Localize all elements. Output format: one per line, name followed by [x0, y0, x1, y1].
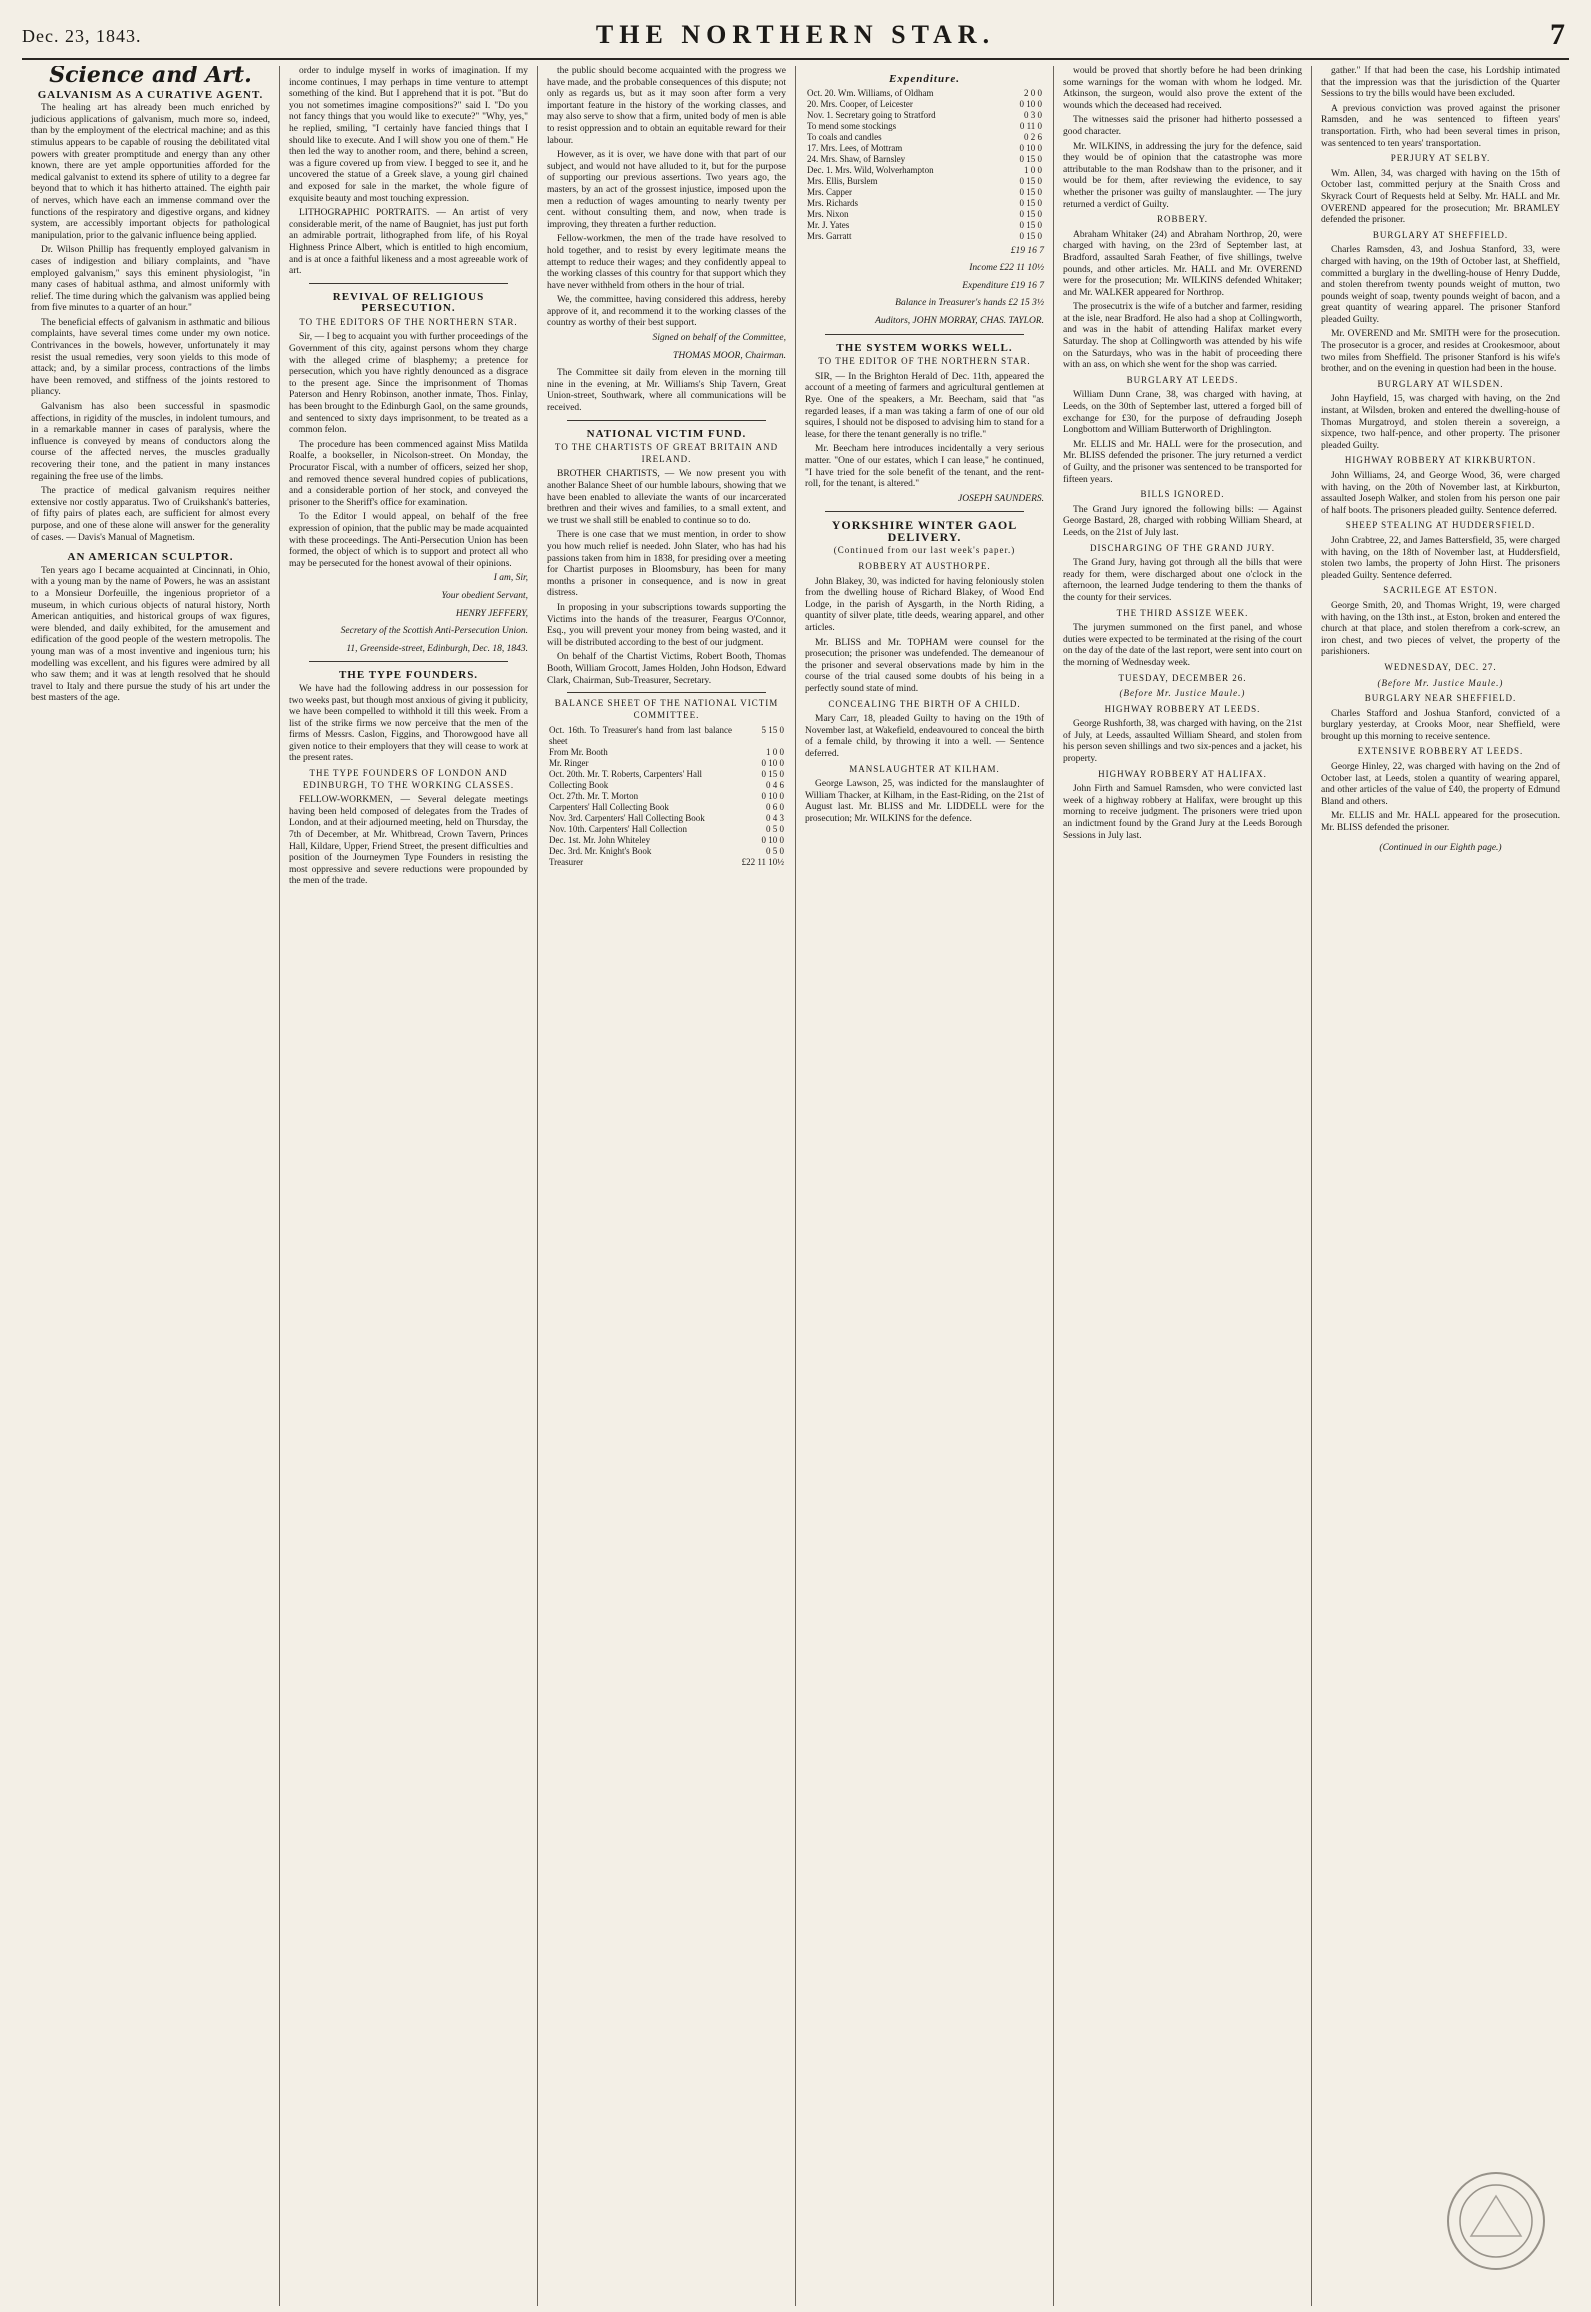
- account-row: [805, 209, 1044, 220]
- article-heading: YORKSHIRE WINTER GAOL DELIVERY.: [831, 518, 1018, 544]
- account-row: [805, 99, 1044, 110]
- column-2: [280, 66, 538, 2306]
- masthead: [22, 18, 1569, 60]
- article-subheading: TO THE EDITOR OF THE NORTHERN STAR.: [818, 356, 1031, 367]
- signature-line: Your obedient Servant,: [441, 590, 528, 601]
- account-row: [547, 758, 786, 769]
- account-amount: £22 11 10½: [741, 857, 784, 868]
- case-heading: CONCEALING THE BIRTH OF A CHILD.: [828, 698, 1021, 709]
- case-heading: SACRILEGE AT ESTON.: [1383, 585, 1498, 596]
- signature-line: Signed on behalf of the Committee,: [652, 333, 786, 344]
- case-heading: ROBBERY AT AUSTHORPE.: [858, 561, 991, 572]
- account-label: Mrs. Ellis, Burslem: [807, 175, 878, 186]
- paragraph: Mr. Beecham here introduces incidentally a very serious matter. "One of our estates, which I can lease," he continued, "I have tried for the sole benefit of the tenant, and the rent-roll, for the tenant, is altered.": [805, 444, 1044, 490]
- paragraph: George Lawson, 25, was indicted for the manslaughter of William Thacker, at Kilham, in the East-Riding, on the 21st of August last. Mr. BLISS and Mr. LIDDELL were for the prosecution; Mr. WILKINS for the defence.: [805, 779, 1044, 824]
- account-label: 20. Mrs. Cooper, of Leicester: [807, 98, 913, 109]
- account-label: Oct. 20. Wm. Williams, of Oldham: [807, 87, 934, 98]
- paragraph: We have had the following address in our possession for two weeks past, but though most anxious of giving it publicity, we have been compelled to withhold it till this week. From a list of the strike firms we now perceive that the men of the firms of Messrs. Caslon, Figgins, and Thorowgood have all given notice to their employers that they will cease to work at the present rates.: [289, 683, 528, 764]
- paragraph: order to indulge myself in works of imagination. If my income continues, I may perhaps in time venture to attempt something of the kind. But I apprehend that it is pot. "But do you not sometimes imagine compositions?" said I. "Do you not fancy things that you would like to execute?" "Why, yes," he replied, smiling, "I certainly have fancied things that I should like to execute. And I will show you one of them." He then led the way to another room, and there, behind a screen, was a figure covered up from view. I begged to see it, and he uncovered the statue of a Greek slave, a young girl chained and exposed for sale in the market, the whole figure of exquisite beauty and most touching expression.: [289, 66, 528, 204]
- account-amount: 0 10 0: [761, 835, 784, 846]
- paragraph: George Smith, 20, and Thomas Wright, 19, were charged with having, on the 13th inst., at Eston, broken and entered the church at that place, and stolen therefrom a cork-screw, an iron chest, and two pieces of velvet, the property of the parishioners.: [1321, 600, 1560, 658]
- account-label: Nov. 3rd. Carpenters' Hall Collecting Book: [549, 813, 705, 824]
- paragraph: The beneficial effects of galvanism in asthmatic and bilious complaints, have several times come under my own notice. Contrivances in the bowels, however, unfortunately it may resist the usual remedies, very soon yields to this mode of attack; and, by a similar process, contractions of the limbs have been removed, and stiffness of the joints restored to pliancy.: [31, 317, 270, 398]
- account-row: [547, 780, 786, 791]
- account-row: [805, 143, 1044, 154]
- article-heading: BALANCE SHEET OF THE NATIONAL VICTIM COMMITTEE.: [554, 698, 779, 720]
- account-row: [805, 88, 1044, 99]
- account-amount: 0 3 0: [1024, 109, 1042, 120]
- divider: [825, 511, 1024, 512]
- paragraph: John Hayfield, 15, was charged with having, on the 2nd instant, at Wilsden, broken and entered the dwelling-house of Thomas Murgatroyd, and stolen therein a sovereign, a sixpence, two half-pence, and other property. The prisoner pleaded Guilty.: [1321, 394, 1560, 451]
- case-heading: THE THIRD ASSIZE WEEK.: [1116, 607, 1249, 618]
- column-6: [1312, 66, 1569, 2306]
- account-label: To coals and candles: [807, 131, 882, 142]
- paragraph: We, the committee, having considered this address, hereby approve of it, and recommend it to the working classes of the country as worthy of their best support.: [547, 295, 786, 329]
- account-label: Nov. 1. Secretary going to Stratford: [807, 109, 936, 120]
- account-label: 17. Mrs. Lees, of Mottram: [807, 142, 903, 153]
- paragraph: Charles Ramsden, 43, and Joshua Stanford, 33, were charged with having, on the 19th of October last, at Sheffield, committed a burglary in the dwelling-house of Henry Dudde, and stolen therefrom twenty pounds weight of mutton, two pounds weight of soap, twenty pounds weight of bacon, and a great quantity of wearing apparel. The prisoner Stanford pleaded Guilty.: [1321, 245, 1560, 325]
- account-amount: 0 15 0: [1019, 186, 1042, 197]
- account-amount: 0 6 0: [766, 802, 784, 813]
- paragraph: Mr. ELLIS and Mr. HALL were for the prosecution, and Mr. BLISS defended the prisoner. The jury returned a verdict of Guilty, and the prisoner was sentenced to be transported for fifteen years.: [1063, 439, 1302, 485]
- account-amount: 0 15 0: [1019, 197, 1042, 208]
- paragraph: Dr. Wilson Phillip has frequently employed galvanism in cases of indigestion and biliary complaints, and "have employed galvanism," says this eminent physiologist, "in many cases of habitual asthma, and almost uniformly with relief. The time during which the galvanism was applied being from five minutes to a quarter of an hour.": [31, 245, 270, 314]
- account-label: Dec. 1. Mrs. Wild, Wolverhampton: [807, 164, 934, 175]
- column-3: [538, 66, 796, 2306]
- paragraph: Mr. OVEREND and Mr. SMITH were for the prosecution. The prosecutor is a grocer, and resides at Crookesmoor, about two miles from Sheffield. The prisoner Stanford is his wife's brother, and on the evening in question had been in the house.: [1321, 329, 1560, 375]
- paragraph: The practice of medical galvanism requires neither extensive nor costly apparatus. Two of Cruikshank's batteries, of fifty pairs of plates each, are sufficient for almost every purpose, and one of these alone will answer for the generality of cases. — Davis's Manual of Magnetism.: [31, 486, 270, 543]
- paragraph: Mary Carr, 18, pleaded Guilty to having on the 19th of November last, at Wakefield, endeavoured to conceal the birth of a female child, by throwing it into a well. — Sentence deferred.: [805, 714, 1044, 759]
- paragraph: the public should become acquainted with the progress we have made, and the probable consequences of this dispute; not only as regards us, but as it may soon after form a very important feature in the history of the working classes, and may also serve to show that a firm, united body of men is able to resist oppression and to obtain an equitable reward for their labour.: [547, 66, 786, 146]
- column-5: [1054, 66, 1312, 2306]
- account-row: [547, 802, 786, 813]
- signature-line: I am, Sir,: [493, 573, 528, 584]
- paragraph: Charles Stafford and Joshua Stanford, convicted of a burglary yesterday, at Crooks Moor, near Sheffield, were brought up this morning to receive sentence.: [1321, 708, 1560, 742]
- day-heading: TUESDAY, DECEMBER 26.: [1118, 672, 1247, 683]
- case-heading: HIGHWAY ROBBERY AT HALIFAX.: [1098, 768, 1267, 779]
- account-label: From Mr. Booth: [549, 747, 608, 758]
- article-subheading: THE TYPE FOUNDERS OF LONDON AND EDINBURGH, TO THE WORKING CLASSES.: [302, 768, 515, 790]
- account-row: [805, 187, 1044, 198]
- paragraph: The Grand Jury, having got through all the bills that were ready for them, were discharged about one o'clock in the afternoon, the learned Judge tendering to them the thanks of the county for their services.: [1063, 558, 1302, 603]
- section-title: Science and Art.: [49, 66, 252, 88]
- issue-date: Dec. 23, 1843.: [22, 26, 142, 46]
- account-label: Dec. 3rd. Mr. Knight's Book: [549, 846, 652, 857]
- account-label: Mr. J. Yates: [807, 219, 850, 230]
- account-amount: 0 10 0: [761, 758, 784, 769]
- paragraph: SIR, — In the Brighton Herald of Dec. 11th, appeared the account of a meeting of farmers and agricultural gentlemen at Rye. One of the speakers, a Mr. Beecham, said that "as regarded leases, if a man was taking a farm of one of our old squires, I should not be disposed to advising him to stand for a lease, for there the tenant generally is no trifle.": [805, 371, 1044, 440]
- day-heading: WEDNESDAY, DEC. 27.: [1384, 661, 1497, 672]
- account-amount: 0 10 0: [761, 791, 784, 802]
- account-label: Oct. 16th. To Treasurer's hand from last balance sheet: [549, 725, 732, 747]
- paragraph: Wm. Allen, 34, was charged with having on the 15th of October last, committed perjury at the Snaith Cross and Skyrack Court of Requests held at Selby. Mr. HALL and Mr. OVEREND appeared for the prosecution; Mr. BRAMLEY defended the prisoner.: [1321, 168, 1560, 226]
- case-heading: HIGHWAY ROBBERY AT KIRKBURTON.: [1344, 455, 1537, 466]
- paragraph: gather." If that had been the case, his Lordship intimated that the impression was that the jurisdiction of the Quarter Sessions to try the bills would have been excluded.: [1321, 66, 1560, 100]
- article-heading: GALVANISM AS A CURATIVE AGENT.: [37, 88, 264, 101]
- signature-block: On behalf of the Chartist Victims, Robert Booth, Thomas Booth, William Grocott, James Holden, John Hodson, Edward Clark, Chairman, Sub-Treasurer, Secretary.: [547, 652, 786, 686]
- account-row: [547, 747, 786, 758]
- account-row: [547, 835, 786, 846]
- paragraph: The jurymen summoned on the first panel, and whose duties were expected to be terminated at the rising of the court on the day of the date of the last report, were sent into court on the morning of Wednesday week.: [1063, 623, 1302, 668]
- article-heading: NATIONAL VICTIM FUND.: [586, 427, 747, 440]
- divider: [309, 283, 508, 284]
- paragraph: The healing art has already been much enriched by judicious applications of galvanism, much more so, indeed, than by the employment of the electrical machine; and as this stimulus appears to be capable of rousing the debilitated vital powers with greater promptitude and energy than any other known, there are yet ample opportunities afforded for the medical galvanist to extend its sphere of utility to a degree far beyond that to which it has hitherto attained. The eighth pair of nerves, which have each an immense command over the functions of the respiratory and digestive organs, and kidney system, are accessibly important objects for pathological manipulation, prior to the galvanic influence being applied.: [31, 103, 270, 241]
- account-label: To mend some stockings: [807, 120, 897, 131]
- case-heading: BURGLARY AT WILSDEN.: [1377, 378, 1504, 389]
- library-stamp-icon: [1441, 2166, 1551, 2276]
- article-heading: REVIVAL OF RELIGIOUS PERSECUTION.: [332, 290, 485, 315]
- case-heading: HIGHWAY ROBBERY AT LEEDS.: [1104, 703, 1261, 714]
- account-row: [805, 165, 1044, 176]
- paragraph: Fellow-workmen, the men of the trade have resolved to hold together, and to resist by every legitimate means the attempt to reduce their wages; and they confidently appeal to the working classes of this country for that support which they have never withheld from others in the hour of trial.: [547, 234, 786, 291]
- paragraph: There is one case that we must mention, in order to show you how much relief is needed. John Slater, who has had his passions taken from him in 1838, for presiding over a meeting for Chartist purposes in Bloomsbury, has been for many months a prisoner in consequence, and is now in great distress.: [547, 530, 786, 599]
- page-number: 7: [1550, 18, 1565, 51]
- account-row: [805, 220, 1044, 231]
- article-subheading: TO THE CHARTISTS OF GREAT BRITAIN AND IRELAND.: [554, 442, 779, 464]
- income-line: Income £22 11 10½: [969, 263, 1044, 274]
- account-row: [547, 791, 786, 802]
- signature-name: THOMAS MOOR, Chairman.: [673, 350, 786, 361]
- paragraph: Abraham Whitaker (24) and Abraham Northrop, 20, were charged with having, on the 23rd of September last, at Bradford, assaulted Sarah Feather, of five shillings, twelve pounds, and other articles. Mr. HALL and Mr. OVEREND were for the prosecution; Mr. WILKINS defended Whitaker; and Mr. WALKER appeared for Northrop.: [1063, 229, 1302, 298]
- case-heading: MANSLAUGHTER AT KILHAM.: [849, 763, 1000, 774]
- account-amount: 1 0 0: [1024, 164, 1042, 175]
- account-label: Mrs. Nixon: [807, 208, 849, 219]
- account-label: Carpenters' Hall Collecting Book: [549, 802, 669, 813]
- account-amount: 0 15 0: [1019, 153, 1042, 164]
- paragraph: Ten years ago I became acquainted at Cincinnati, in Ohio, with a young man by the name of Powers, he was an assistant to a Monsieur Dorfeuille, the ingenious proprietor of a museum, in which curious objects of natural history, North American antiquities, and historical groups of wax figures, were blended, and daily exhibited, for the amusement and edification of the good people of the western metropolis. The young man was of a most inventive and ingenious turn; his modelling was excellent, and his figures were admired by all who saw them; and it was at length resolved that he should travel to Italy and there pursue the study of his art under the best masters of the age.: [31, 565, 270, 704]
- paragraph: William Dunn Crane, 38, was charged with having, at Leeds, on the 30th of September last, uttered a forged bill of exchange for £30, for the purpose of defrauding Joseph Longbottom and William Butterworth of Drighlington.: [1063, 390, 1302, 436]
- account-amount: 0 15 0: [1019, 230, 1042, 241]
- paragraph: Mr. WILKINS, in addressing the jury for the defence, said they would be of opinion that the catastrophe was more attributable to the man Rodshaw than to the prisoner, and it would be for them, after reviewing the evidence, to say whether the prisoner was guilty of manslaughter. — The jury returned a verdict of Guilty.: [1063, 141, 1302, 210]
- account-label: Mrs. Garratt: [807, 230, 852, 241]
- account-row: [547, 857, 786, 868]
- case-heading: SHEEP STEALING AT HUDDERSFIELD.: [1345, 520, 1536, 531]
- case-heading: BILLS IGNORED.: [1140, 489, 1225, 500]
- signature-name: HENRY JEFFERY,: [455, 608, 528, 619]
- account-row: [547, 824, 786, 835]
- divider: [825, 334, 1024, 335]
- account-amount: 0 10 0: [1019, 142, 1042, 153]
- case-heading: BURGLARY AT LEEDS.: [1126, 374, 1239, 385]
- account-label: Dec. 1st. Mr. John Whiteley: [549, 835, 651, 846]
- article-subheading: (Continued from our last week's paper.): [833, 545, 1016, 556]
- paragraph: A previous conviction was proved against the prisoner Ramsden, and he was sentenced to fifteen years' transportation. Firth, who had been several times in prison, was sentenced to ten years' transportation.: [1321, 103, 1560, 149]
- account-amount: 0 5 0: [766, 824, 784, 835]
- paragraph: The Grand Jury ignored the following bills: — Against George Bastard, 28, charged with robbing William Sheard, at Leeds, on the 21st of July last.: [1063, 504, 1302, 538]
- account-row: [805, 198, 1044, 209]
- paragraph: The procedure has been commenced against Miss Matilda Roalfe, a bookseller, in Nicolson-street. On Monday, the Procurator Fiscal, with a number of officers, seized her shop, and removed thence several hundred copies of publications, and a considerable portion of her stock, and conveyed the prisoner to the Sheriff's office for examination.: [289, 439, 528, 508]
- total-line: £19 16 7: [1010, 245, 1044, 256]
- auditors-line: Auditors, JOHN MORRAY, CHAS. TAYLOR.: [875, 315, 1044, 326]
- account-label: Collecting Book: [549, 780, 609, 791]
- signature-address: 11, Greenside-street, Edinburgh, Dec. 18, 1843.: [346, 643, 528, 654]
- paragraph: The Committee sit daily from eleven in the morning till nine in the evening, at Mr. Williams's Ship Tavern, Great Union-street, Southwark, where all communications will be received.: [547, 368, 786, 414]
- divider: [567, 692, 766, 693]
- newspaper-title: THE NORTHERN STAR.: [595, 20, 996, 49]
- account-amount: 0 4 6: [766, 780, 784, 791]
- case-heading: EXTENSIVE ROBBERY AT LEEDS.: [1357, 746, 1524, 757]
- account-amount: 1 0 0: [766, 747, 784, 758]
- article-heading: THE SYSTEM WORKS WELL.: [836, 341, 1013, 354]
- article-heading: AN AMERICAN SCULPTOR.: [67, 551, 234, 564]
- expenditure-line: Expenditure £19 16 7: [962, 280, 1044, 291]
- account-label: Mr. Ringer: [549, 758, 589, 769]
- paragraph: John Blakey, 30, was indicted for having feloniously stolen from the dwelling house of Richard Blakey, of Wood End Lodge, in the parish of Aysgarth, in the North Riding, a quantity of silver plate, title deeds, wearing apparel, and other articles.: [805, 576, 1044, 634]
- account-row: [805, 132, 1044, 143]
- account-label: 24. Mrs. Shaw, of Barnsley: [807, 153, 906, 164]
- paragraph: In proposing in your subscriptions towards supporting the Victims into the hands of the treasurer, Feargus O'Connor, Esq., you will prevent your money from being wasted, and it will be distributed according to the best of our judgment.: [547, 602, 786, 648]
- account-amount: 0 15 0: [761, 769, 784, 780]
- account-row: [547, 769, 786, 780]
- account-row: [547, 813, 786, 824]
- account-amount: 0 15 0: [1019, 219, 1042, 230]
- account-amount: 0 11 0: [1019, 120, 1042, 131]
- paragraph: Mr. BLISS and Mr. TOPHAM were counsel for the prosecution; the prisoner was undefended. The demeanour of the prisoner and several observations made by him in the course of the trial caused some doubts of his being in a perfectly sound state of mind.: [805, 637, 1044, 694]
- account-row: [805, 154, 1044, 165]
- income-table: [547, 725, 786, 868]
- paragraph: Galvanism has also been successful in spasmodic affections, in rigidity of the muscles, in indolent tumours, and in a remarkable manner in cases of paralysis, where the influence is conveyed by means of conductors along the course of the affected nerves, the muscles gradually recovering their tone, and the patient in many instances regaining the free use of the limbs.: [31, 402, 270, 482]
- paragraph: Sir, — I beg to acquaint you with further proceedings of the Government of this city, against persons whom they charge with the alleged crime of blasphemy; a pretence for persecution, which you have rightly denounced as a disgrace to the present age. Since the imprisonment of Thomas Paterson and Henry Robinson, another inmate, Thos. Finlay, has been brought to the Edinburgh Gaol, on the same grounds, and sentenced to sixty days imprisonment, to be treated as a common felon.: [289, 332, 528, 436]
- paragraph: John Williams, 24, and George Wood, 36, were charged with having, on the 20th of November last, at Kirkburton, assaulted Joseph Walker, and stolen from his person one pair of half boots. The prisoners pleaded guilty. Sentence deferred.: [1321, 471, 1560, 516]
- divider: [309, 661, 508, 662]
- judge-line: (Before Mr. Justice Maule.): [1119, 688, 1246, 699]
- account-amount: 2 0 0: [1024, 87, 1042, 98]
- paragraph: George Hinley, 22, was charged with having on the 2nd of October last, at Leeds, stolen a quantity of wearing apparel, and other articles of the value of £40, the property of Edmund Bland and others.: [1321, 762, 1560, 807]
- paragraph: To the Editor I would appeal, on behalf of the free expression of opinion, that the public may be made acquainted with these proceedings. The Anti-Persecution Union has been formed, the object of which is to support and protect all who may be persecuted for the honest avowal of their opinions.: [289, 512, 528, 569]
- column-1: [22, 66, 280, 2306]
- account-row: [805, 110, 1044, 121]
- paragraph: Mr. ELLIS and Mr. HALL appeared for the prosecution. Mr. BLISS defended the prisoner.: [1321, 811, 1560, 834]
- account-label: Mrs. Capper: [807, 186, 852, 197]
- account-amount: 0 10 0: [1019, 98, 1042, 109]
- paragraph: would be proved that shortly before he had been drinking some warnings for the woman with whom he lodged. Mr. Atkinson, the surgeon, would also prove the extent of the wounds which the deceased had received.: [1063, 66, 1302, 111]
- divider: [567, 420, 766, 421]
- balance-line: Balance in Treasurer's hands £2 15 3½: [895, 298, 1044, 309]
- case-heading: BURGLARY AT SHEFFIELD.: [1372, 229, 1509, 240]
- paragraph: FELLOW-WORKMEN, — Several delegate meetings having been held composed of delegates from the Trades of London, and at their adjourned meeting, held on Thursday, the 7th of December, at Mr. Whitbread, Crown Tavern, Princes Hall, Kildare, Upper, Friend Street, the present difficulties and position of the Journeymen Type Founders in resisting the most oppressive and severe reductions were propounded by the men of the trade.: [289, 795, 528, 887]
- case-heading: BURGLARY NEAR SHEFFIELD.: [1364, 693, 1517, 704]
- account-amount: 0 15 0: [1019, 175, 1042, 186]
- article-heading: THE TYPE FOUNDERS.: [338, 669, 479, 682]
- table-heading: Expenditure.: [889, 73, 960, 85]
- account-row: [547, 725, 786, 747]
- account-row: [547, 846, 786, 857]
- account-label: Mrs. Richards: [807, 197, 858, 208]
- judge-line: (Before Mr. Justice Maule.): [1377, 677, 1504, 688]
- case-heading: DISCHARGING OF THE GRAND JURY.: [1090, 542, 1275, 553]
- paragraph: However, as it is over, we have done with that part of our subject, and would not have alluded to it, but for the purpose of supporting our previous assertions. Two years ago, the masters, by an act of the grossest injustice, imposed upon the men a reduction of wages amounting to nearly twenty per cent. without consulting them, and now, when trade is improving, they threaten a further reduction.: [547, 150, 786, 230]
- case-heading: PERJURY AT SELBY.: [1390, 153, 1491, 164]
- signature-name: JOSEPH SAUNDERS.: [957, 493, 1044, 504]
- account-label: Oct. 20th. Mr. T. Roberts, Carpenters' Hall: [549, 769, 703, 780]
- account-amount: 0 15 0: [1019, 208, 1042, 219]
- account-amount: 0 4 3: [766, 813, 784, 824]
- paragraph: The witnesses said the prisoner had hitherto possessed a good character.: [1063, 115, 1302, 137]
- account-row: [805, 121, 1044, 132]
- account-label: Treasurer: [549, 857, 584, 868]
- account-label: Oct. 27th. Mr. T. Morton: [549, 791, 639, 802]
- account-row: [805, 176, 1044, 187]
- paragraph: John Firth and Samuel Ramsden, who were convicted last week of a highway robbery at Halifax, were brought up this morning to receive judgment. The prisoners were tried upon an indictment found by the Grand Jury at the Leeds Borough Sessions in July last.: [1063, 784, 1302, 841]
- account-amount: 0 2 6: [1024, 131, 1042, 142]
- columns: [22, 60, 1569, 2306]
- paragraph: George Rushforth, 38, was charged with having, on the 21st of July, at Leeds, assaulted William Sheard, and stolen from his person seven shillings and two six-pences and a jacket, his property.: [1063, 719, 1302, 765]
- account-label: Nov. 10th. Carpenters' Hall Collection: [549, 824, 688, 835]
- account-row: [805, 231, 1044, 242]
- expenditure-table: [805, 88, 1044, 242]
- paragraph: John Crabtree, 22, and James Battersfield, 35, were charged with having, on the 18th of November last, at Huddersfield, stolen two lambs, the property of John Hirst. The prisoners pleaded Guilty. Sentence deferred.: [1321, 535, 1560, 581]
- account-amount: 0 5 0: [766, 846, 784, 857]
- signature-title: Secretary of the Scottish Anti-Persecution Union.: [340, 626, 528, 637]
- account-amount: 5 15 0: [761, 725, 784, 736]
- case-heading: ROBBERY.: [1156, 214, 1209, 225]
- article-subheading: TO THE EDITORS OF THE NORTHERN STAR.: [299, 316, 518, 327]
- continued-note: (Continued in our Eighth page.): [1379, 842, 1502, 853]
- column-4: [796, 66, 1054, 2306]
- paragraph: The prosecutrix is the wife of a butcher and farmer, residing at the isle, near Bradford. He also had a shop at Collingworth, and was in the habit of attending Halifax market every Saturday. The shop at Collingworth was attended by his wife on the Saturdays, who was in the habit of proceeding there with an ass, on which she went for the shop was carried.: [1063, 302, 1302, 371]
- paragraph: LITHOGRAPHIC PORTRAITS. — An artist of very considerable merit, of the name of Baugniet, has just put forth an admirable portrait, lithographed from life, of his Royal Highness Prince Albert, which is entitled to high encomium, and is at once a faithful likeness and a most agreeable work of art.: [289, 208, 528, 277]
- paragraph: BROTHER CHARTISTS, — We now present you with another Balance Sheet of our humble labours, showing that we have been enabled to alleviate the wants of our incarcerated brethren and their wives and families, to a small extent, and we trust we shall still be enabled to continue so to do.: [547, 469, 786, 526]
